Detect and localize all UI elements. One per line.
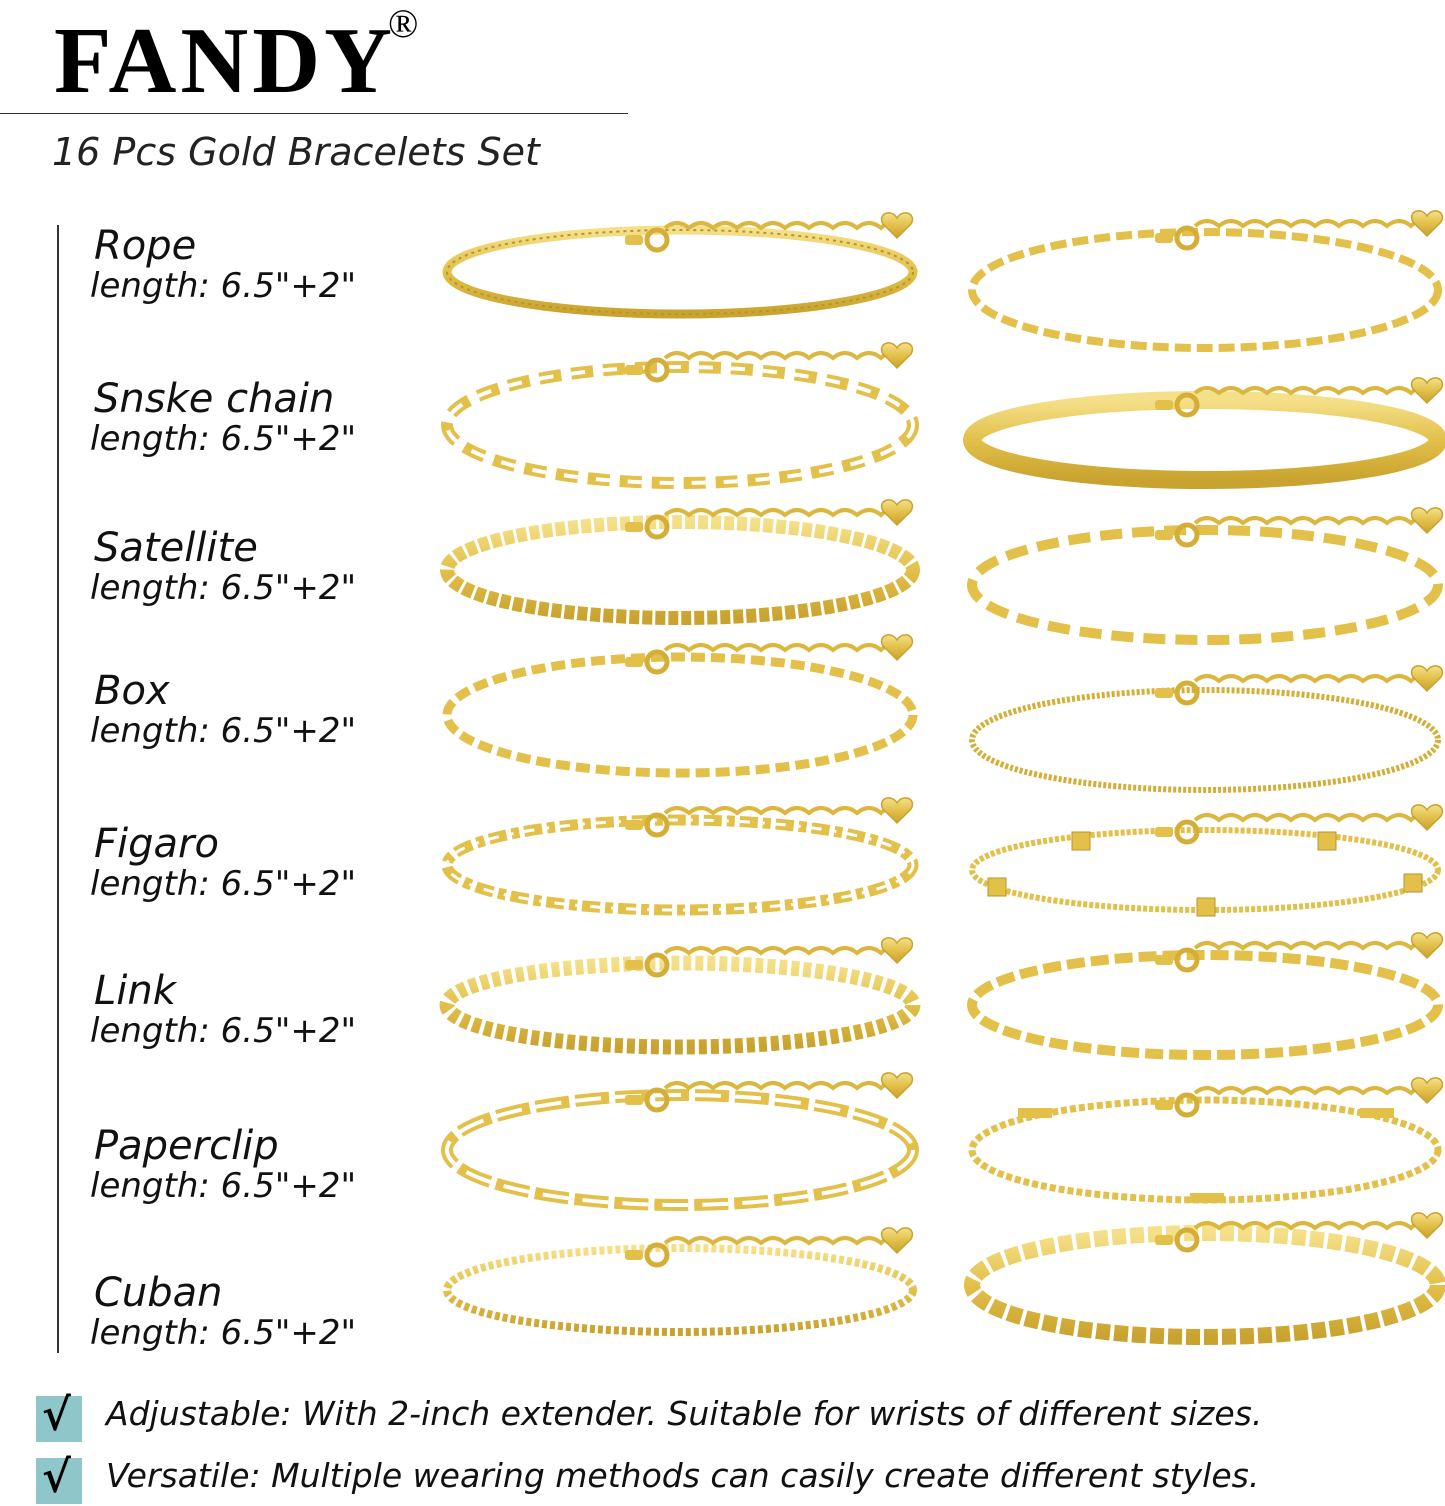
bracelet-name: Rope xyxy=(94,223,197,269)
bracelet-snake-chain xyxy=(447,343,913,483)
bracelet-length: length: 6.5"+2" xyxy=(90,266,357,306)
bracelet-name: Cuban xyxy=(94,1270,223,1316)
bracelet-figaro xyxy=(447,798,913,910)
bracelet-length: length: 6.5"+2" xyxy=(90,864,357,904)
bracelet-name: Box xyxy=(94,668,170,714)
bracelet-curb-chain xyxy=(972,1213,1442,1337)
bracelet-cuban xyxy=(447,1228,913,1332)
product-subtitle: 16 Pcs Gold Bracelets Set xyxy=(52,130,540,174)
bracelet-bar-station xyxy=(972,1078,1442,1203)
bracelet-name: Link xyxy=(94,968,176,1014)
bracelet-name: Snske chain xyxy=(94,376,335,422)
checkmark-icon: √ xyxy=(36,1396,82,1442)
bracelet-heart-link xyxy=(972,211,1442,348)
checkmark-icon: √ xyxy=(36,1458,82,1504)
bracelet-infinity-link xyxy=(972,508,1442,640)
bracelet-box xyxy=(447,635,913,773)
bracelet-satellite xyxy=(447,500,913,618)
bracelet-name: Paperclip xyxy=(94,1123,279,1169)
registered-mark: ® xyxy=(388,1,419,46)
bracelet-rope xyxy=(447,213,913,314)
feature-text: Adjustable: With 2-inch extender. Suitable for wrists of different sizes. xyxy=(106,1394,1263,1433)
feature-text: Versatile: Multiple wearing methods can casily create different styles. xyxy=(106,1456,1260,1495)
bracelet-length: length: 6.5"+2" xyxy=(90,1011,357,1051)
bracelet-length: length: 6.5"+2" xyxy=(90,1166,357,1206)
bracelet-length: length: 6.5"+2" xyxy=(90,568,357,608)
bracelet-fine-box xyxy=(972,666,1442,790)
bracelet-cube-station xyxy=(972,805,1442,916)
bracelet-length: length: 6.5"+2" xyxy=(90,711,357,751)
bracelet-name: Figaro xyxy=(94,821,219,867)
bracelet-mirror-link xyxy=(972,933,1442,1055)
bracelet-link xyxy=(447,938,913,1047)
bracelet-paperclip xyxy=(447,1073,913,1205)
bracelet-name: Satellite xyxy=(94,525,258,571)
brand-logo: FANDY xyxy=(54,9,396,113)
bracelet-length: length: 6.5"+2" xyxy=(90,1313,357,1353)
bracelet-length: length: 6.5"+2" xyxy=(90,419,357,459)
bracelet-herringbone xyxy=(972,378,1442,480)
